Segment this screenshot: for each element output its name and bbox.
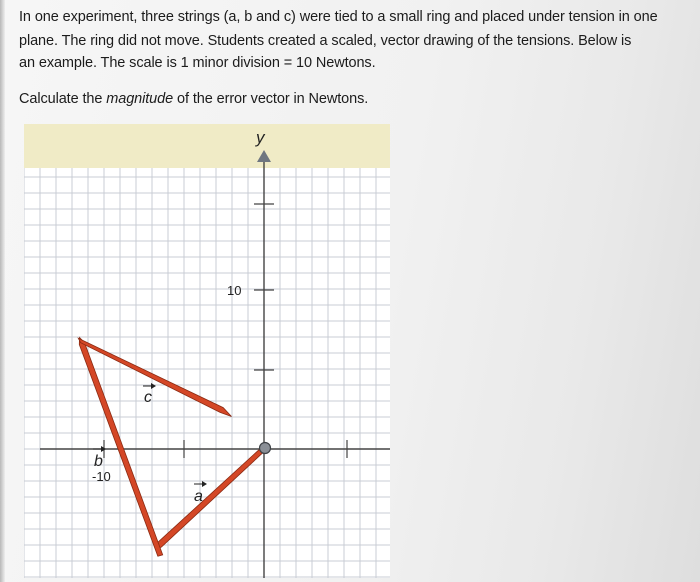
vector-diagram bbox=[24, 124, 390, 578]
question-prefix: Calculate the bbox=[19, 91, 107, 107]
figure-header-band bbox=[24, 124, 390, 168]
question-suffix: of the error vector in Newtons. bbox=[173, 91, 369, 107]
vector-c-label: c bbox=[144, 389, 152, 406]
figure-grid-area bbox=[24, 168, 390, 578]
question-text bbox=[19, 91, 368, 107]
page-edge-shadow bbox=[0, 0, 5, 582]
y-tick-label-10: 10 bbox=[227, 283, 242, 298]
question-emphasis: magnitude bbox=[106, 91, 174, 107]
problem-line-3: an example. The scale is 1 minor division = 10 Newtons. bbox=[19, 55, 376, 71]
origin-ring bbox=[260, 443, 271, 454]
problem-line-2: plane. The ring did not move. Students created a scaled, vector drawing of the tensions. Below is bbox=[19, 33, 632, 49]
vector-b-label: b bbox=[94, 453, 103, 470]
y-axis-label: y bbox=[256, 128, 265, 147]
vector-a-label: a bbox=[194, 488, 203, 505]
problem-line-1: In one experiment, three strings (a, b and c) were tied to a small ring and placed under tension in one bbox=[19, 9, 658, 25]
x-tick-label-neg10: -10 bbox=[92, 469, 111, 484]
